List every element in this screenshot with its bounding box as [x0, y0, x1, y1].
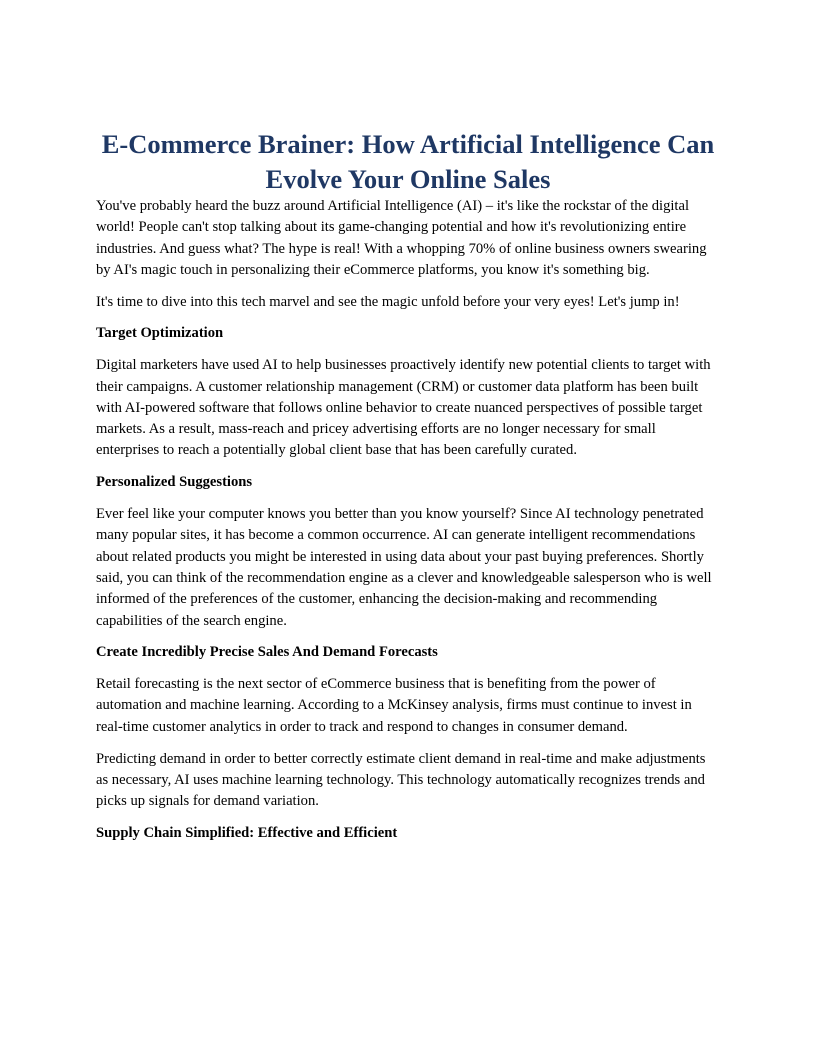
intro-paragraph-2: It's time to dive into this tech marvel and see the magic unfold before your very eyes! Let's jump in! — [96, 293, 680, 310]
section-paragraph: Retail forecasting is the next sector of eCommerce business that is benefiting from the power of automation and machine learning. According to a McKinsey analysis, firms must continue to invest in real-time customer analytics in order to track and respond to changes in consumer demand. — [96, 676, 692, 735]
section-heading-target-optimization: Target Optimization — [96, 325, 224, 342]
section-paragraph: Digital marketers have used AI to help businesses proactively identify new potential clients to target with their campaigns. A customer relationship management (CRM) or customer data platform has been built with AI-powered software that follows online behavior to create nuanced perspectives of possible target markets. As a result, mass-reach and pricey advertising efforts are no longer necessary for small enterprises to reach a potentially global client base that has been carefully curated. — [96, 357, 711, 459]
section-heading-supply-chain: Supply Chain Simplified: Effective and Efficient — [96, 824, 398, 841]
document-title: E-Commerce Brainer: How Artificial Intelligence Can Evolve Your Online Sales — [101, 129, 715, 194]
section-heading-sales-forecasts: Create Incredibly Precise Sales And Demand Forecasts — [96, 644, 438, 661]
intro-paragraph-1: You've probably heard the buzz around Artificial Intelligence (AI) – it's like the rockstar of the digital world! People can't stop talking about its game-changing potential and how it's revolutionizing entire industries. And guess what? The hype is real! With a whopping 70% of online business owners swearing by AI's magic touch in personalizing their eCommerce platforms, you know it's something big. — [96, 198, 707, 278]
section-heading-personalized-suggestions: Personalized Suggestions — [96, 474, 253, 491]
section-paragraph: Predicting demand in order to better correctly estimate client demand in real-time and make adjustments as necessary, AI uses machine learning technology. This technology automatically recognizes trends and picks up signals for demand variation. — [96, 750, 706, 810]
section-paragraph: Ever feel like your computer knows you better than you know yourself? Since AI technology penetrated many popular sites, it has become a common occurrence. AI can generate intelligent recommendations about related products you might be interested in using data about your past buying preferences. Shortly said, you can think of the recommendation engine as a clever and knowledgeable salesperson who is well informed of the preferences of the customer, enhancing the decision-making and recommending capabilities of the search engine. — [96, 506, 712, 629]
